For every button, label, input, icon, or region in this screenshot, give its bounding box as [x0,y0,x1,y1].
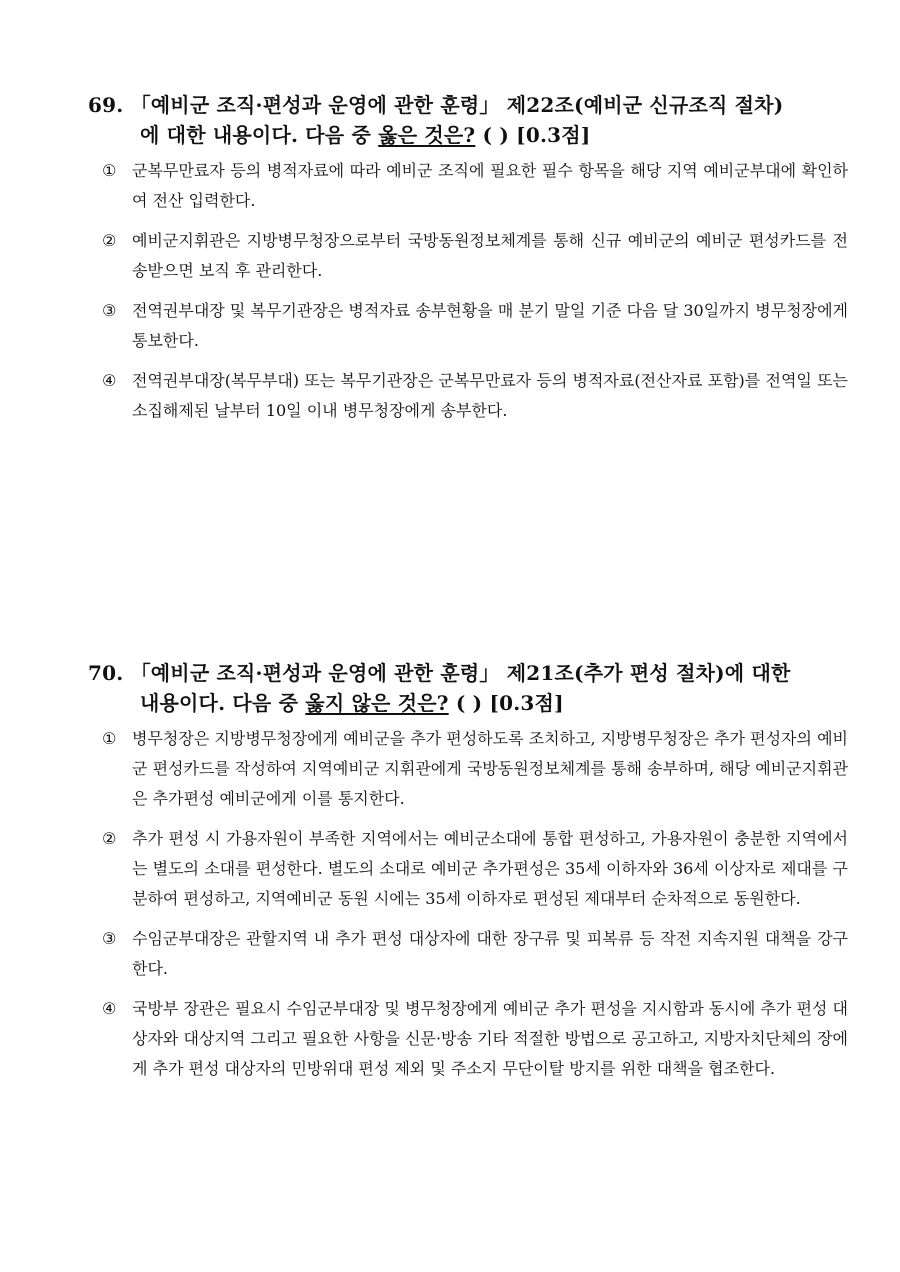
question-70-option-2[interactable] [88,824,848,914]
option-text: 추가 편성 시 가용자원이 부족한 지역에서는 예비군소대에 통합 편성하고, 가용자원이 충분한 지역에서는 별도의 소대를 편성한다. 별도의 소대로 예비군 추가편성은 35세 이하자와 36세 이상자로 제대를 구분하여 편성하고, 지역예비군 동원 시에는 35세 이하자로 편성된 제대부터 순차적으로 동원한다. [132,829,848,908]
option-number: ② [102,829,117,848]
question-69-stem [88,90,848,150]
option-number: ④ [102,371,117,390]
question-70-stem-line2 [88,688,848,718]
option-text: 전역권부대장(복무부대) 또는 복무기관장은 군복무만료자 등의 병적자료(전산자료 포함)를 전역일 또는 소집해제된 날부터 10일 이내 병무청장에게 송부한다. [132,371,848,420]
question-70-emphasis: 옳지 않은 것은? [305,691,449,715]
option-text: 예비군지휘관은 지방병무청장으로부터 국방동원정보체계를 통해 신규 예비군의 예비군 편성카드를 전송받으면 보직 후 관리한다. [132,231,848,280]
option-text: 병무청장은 지방병무청장에게 예비군을 추가 편성하도록 조치하고, 지방병무청장은 추가 편성자의 예비군 편성카드를 작성하여 지역예비군 지휘관에게 국방동원정보체계를 통해 송부하며, 해당 예비군지휘관은 추가편성 예비군에게 이를 통지한다. [132,729,848,808]
option-number: ② [102,231,117,250]
question-69-options [88,156,848,426]
question-69-option-4[interactable] [88,366,848,426]
question-69-line1-text: 「예비군 조직·편성과 운영에 관한 훈령」 제22조(예비군 신규조직 절차) [130,93,784,117]
option-number: ③ [102,301,117,320]
option-text: 수임군부대장은 관할지역 내 추가 편성 대상자에 대한 장구류 및 피복류 등 작전 지속지원 대책을 강구한다. [132,929,848,978]
question-70-option-4[interactable] [88,994,848,1084]
question-70-options [88,724,848,1084]
question-70-number: 70. [88,661,124,685]
option-number: ① [102,161,117,180]
question-69-stem-line1 [88,90,848,120]
question-70-line2-post: ( ) [0.3점] [448,691,564,715]
option-text: 전역권부대장 및 복무기관장은 병적자료 송부현황을 매 분기 말일 기준 다음 달 30일까지 병무청장에게 통보한다. [132,301,848,350]
question-70-line1-text: 「예비군 조직·편성과 운영에 관한 훈령」 제21조(추가 편성 절차)에 대한 [130,661,791,685]
question-70-line2-pre: 내용이다. 다음 중 [140,691,306,715]
question-69-emphasis: 옳은 것은? [378,123,476,147]
question-69 [88,90,848,436]
question-69-line2-pre: 에 대한 내용이다. 다음 중 [140,123,379,147]
option-number: ③ [102,929,117,948]
option-number: ④ [102,999,117,1018]
question-70-option-3[interactable] [88,924,848,984]
option-text: 군복무만료자 등의 병적자료에 따라 예비군 조직에 필요한 필수 항목을 해당 지역 예비군부대에 확인하여 전산 입력한다. [132,161,848,210]
option-text: 국방부 장관은 필요시 수임군부대장 및 병무청장에게 예비군 추가 편성을 지시함과 동시에 추가 편성 대상자와 대상지역 그리고 필요한 사항을 신문·방송 기타 적절한 방법으로 공고하고, 지방자치단체의 장에게 추가 편성 대상자의 민방위대 편성 제외 및 주소지 무단이탈 방지를 위한 대책을 협조한다. [132,999,848,1078]
question-70-stem-line1 [88,658,848,688]
question-69-stem-line2 [88,120,848,150]
question-69-option-3[interactable] [88,296,848,356]
question-69-number: 69. [88,93,124,117]
question-70 [88,658,848,1094]
question-70-stem [88,658,848,718]
question-69-line2-post: ( ) [0.3점] [475,123,591,147]
question-69-option-2[interactable] [88,226,848,286]
question-69-option-1[interactable] [88,156,848,216]
option-number: ① [102,729,117,748]
question-70-option-1[interactable] [88,724,848,814]
